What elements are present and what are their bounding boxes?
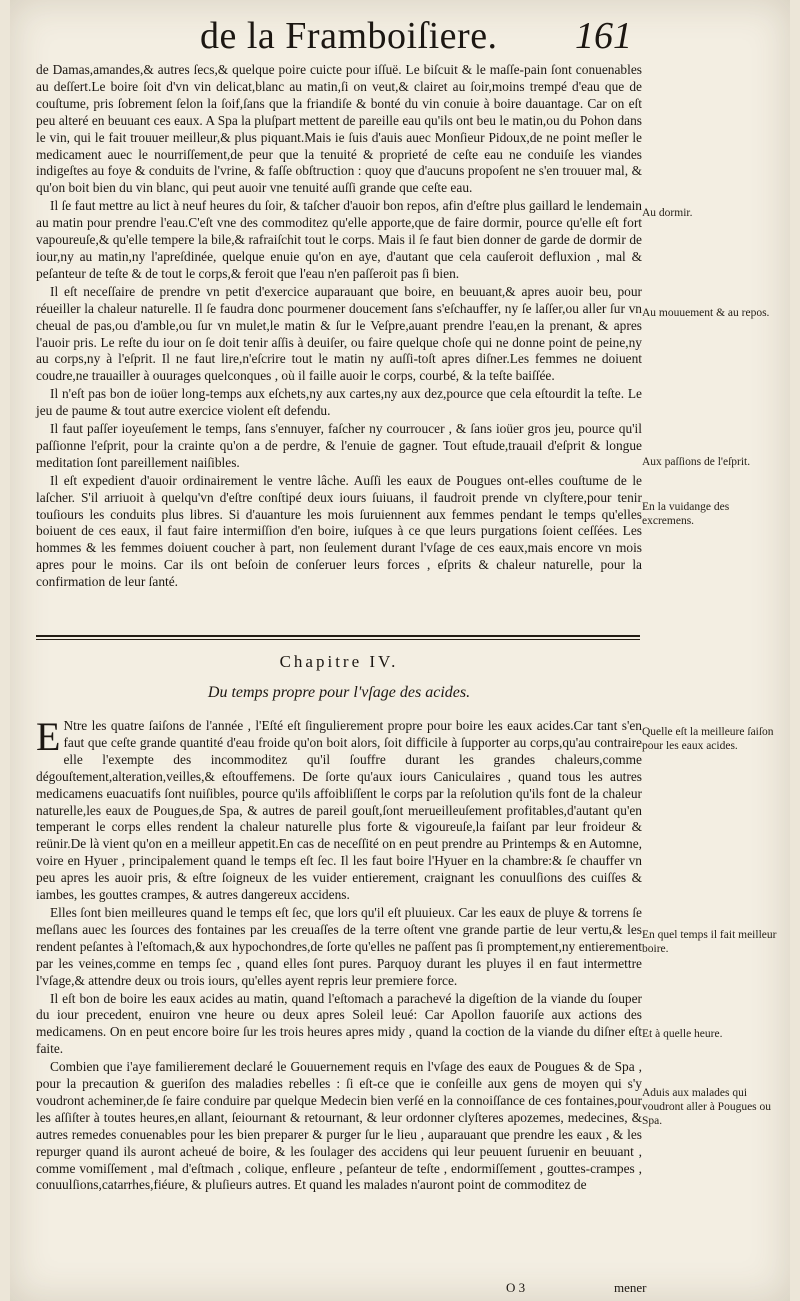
paragraph: Il eſt expedient d'auoir ordinairement le ventre lâche. Auſſi les eaux de Pougues ont-elles couſtume de le laſcher. S'il arriuoit à quelqu'vn d'eſtre conſtipé deux iours ſuiuans, il faudroit prende vn clyſtere,pour tenir touſiours les conduits plus libres. Si d'auanture les mois ſuruiennent aux femmes pendant le temps qu'elles boiuent de ces eaux, il faut faire intermiſſion d'en boire, iuſques à ce que leurs purgations ſoient ceſſées. Les hommes & les femmes doiuent coucher à part, non ſeulement durant l'vſage de ces eaux,mais encore vn mois apres pour le moins. Car ils ont beſoin de conſeruer leurs forces , eſprits & chaleur naturelle, pour la confirmation de leur ſanté.	[36, 472, 642, 590]
catchword: mener	[614, 1280, 647, 1295]
paragraph: de Damas,amandes,& autres ſecs,& quelque poire cuicte pour iſſuë. Le biſcuit & le maſſe-pain ſont conuenables au deſſert.Le boire ſoit d'vn vin delicat,blanc au matin,ſi on veut,& clairet au ſoir,moins trempé d'eau que de couſtume, pris ſobrement ſelon la ſoif,ſans que la friandiſe & bonté du vin conuie à boire dauantage. Car on eſt peu alteré en beuuant ces eaux. A Spa la pluſpart mettent de pareille eau qu'ils ont beu le matin,ou du Pohon dans le vin, qui le fait trouuer meilleur,& plus piquant.Mais ie ſuis d'auis auec Monſieur Pidoux,de ne point meſler le medicament auec le nourriſſement,de peur que la tenuité & proprieté de ceſte eau ne conduiſe les viandes indigeſtes au foye & conduits de l'vrine, & faſſe obſtruction : quoy que d'aucuns propoſent ne s'en trouuer mal, & qu'on boit bien du vin blanc, qui peut auoir vne tenuité auſſi grande que ceſte eau.	[36, 62, 642, 196]
margin-note: En quel temps il fait meilleur boire.	[642, 929, 777, 955]
margin-note: En la vuidange des excremens.	[642, 501, 730, 527]
paragraph	[36, 714, 642, 904]
chapter-divider	[36, 635, 640, 637]
margin-note: Et à quelle heure.	[642, 1028, 723, 1040]
paragraph: Elles ſont bien meilleures quand le temps eſt ſec, que lors qu'il eſt pluuieux. Car les eaux de pluye & torrens ſe meſlans auec les ſources des fontaines par les creuaſſes de la terre oſtent vne grande partie de leur vertu,& les rendent peſantes à l'eſtomach,& aux hypochondres,de ſorte qu'elles ne paſſent pas ſi promptement,ny entierement par les veines,comme en temps ſec , quand elles ſont pures. Parquoy durant les pluyes il en faut intermettre l'vſage,& attendre deux ou trois iours, qu'elles ayent repris leur premiere force.	[36, 904, 642, 988]
chapter-text	[36, 714, 642, 1195]
paragraph: Il ſe faut mettre au lict à neuf heures du ſoir, & taſcher d'auoir bon repos, afin d'eſtre plus gaillard le lendemain au matin pour prendre l'eau.C'eſt vne des commoditez qu'elle apporte,que de faire dormir, pource qu'elle eſt fort vapoureuſe,& qu'elle tempere la bile,& rafraiſchit tout le corps. Mais il ſe faut bien donner de garde de dormir de iour,ny au matin,ny l'apreſdinée, quelque enuie qu'on en aye, d'autant que cela cauſeroit defluxion , mal & peſanteur de teſte & de tout le corps,& feroit que l'eau n'en paſſeroit pas ſi bien.	[36, 198, 642, 281]
chapter-subtitle: Du temps propre pour l'vſage des acides.	[207, 684, 471, 701]
paragraph: Il eſt bon de boire les eaux acides au matin, quand l'eſtomach a parachevé la digeſtion de la viande du ſouper du iour precedent, enuiron vne heure ou deux apres Soleil leué: Car Apollon fauoriſe aux actions des medicamens. On en peut encore boire ſur les trois heures apres midy , quand la coction de la viande du diſner eſt faite.	[36, 990, 642, 1057]
paragraph: Il faut paſſer ioyeuſement le temps, ſans s'ennuyer, faſcher ny courroucer , & ſans ioüer gros jeu, pource qu'il paſſionne l'eſprit, pour la crainte qu'on a de perdre, & l'enuie de gagner. Tout eſtude,trauail d'eſprit & longue meditation ſont pareillement naiſibles.	[36, 421, 642, 470]
page-header	[10, 14, 790, 64]
margin-note: Aux paſſions de l'eſprit.	[642, 456, 751, 468]
paragraph: Combien que i'aye familierement declaré le Gouuernement requis en l'vſage des eaux de Pougues & de Spa , pour la precaution & gueriſon des maladies rebelles : ſi eſt-ce que ie conſeille aux gens de moyen qui s'y voudront acheminer,de ſe faire conduire par quelque Medecin bien verſé en la connoiſſance de ces fontaines,pour les aſſiſter à toutes heures,en allant, ſeiournant & retournant, & leur ordonner clyſteres apozemes, medecines, & autres remedes conuenables pour les bien preparer & purger ſur le lieu , auparauant que prendre les eaux , & les repurger quand ils auront acheué de boire, & les ſoulager des accidens qui leur peuuent ſuruenir en beuuant , comme vomiſſement , mal d'eſtmach , colique, enfleure , peſanteur de teſte , endormiſſement , gouttes-crampes , conuulſions,catarrhes,fiéure, & pluſieurs autres. Et quand les malades n'auront point de commoditez de	[36, 1059, 642, 1193]
page-number: 161	[575, 15, 632, 57]
margin-note: Au dormir.	[642, 207, 693, 219]
paragraph: Il n'eſt pas bon de ioüer long-temps aux eſchets,ny aux cartes,ny aux dez,pource que cela eſtourdit la teſte. Le jeu de paume & tout autre exercice violent eſt defendu.	[36, 386, 642, 419]
main-text	[36, 62, 642, 592]
chapter-heading: Chapitre IV.	[279, 652, 399, 671]
drop-cap: E	[36, 714, 61, 759]
margin-note: Au mouuement & au repos.	[642, 307, 770, 319]
paragraph-text: Ntre les quatre ſaiſons de l'année , l'Eſté eſt ſingulierement propre pour boire les eaux acides.Car tant s'en faut que ceſte grande quantité d'eau froide qu'on boit alors, ſoit difficile à ſupporter au corps,qu'au contraire elle l'exempte des incommoditez qu'il ſouffre durant les grandes chaleurs,comme dégouſtement,alteration,veilles,& eſtouffemens. De ſorte qu'aux iours Caniculaires , quand tous les autres medicamens euacuatifs ſont nuiſibles, pource qu'ils affoibliſſent le corps par la reſolution qu'ils font de la chaleur naturelle,les eaux de Pougues,de Spa, & autres de pareil gouſt,ſont merueilleuſement profitables,d'autant qu'en temperant le corps elles rendent la chaleur naturelle plus forte & vigoureuſe,la faiſant par leur froideur & reünir.De là vient qu'on en a meilleur appetit.En cas de neceſſité on en peut prendre au Printemps & en Automne, voire en Hyuer , principalement quand le temps eſt ſec. Il les faut boire l'Hyuer en la chambre:& ſe chauffer vn peu apres les auoir pris, & eſtre ſoigneux de les vuider entierement, craignant les conuulſions des cuiſſes & iambes, les gouttes crampes, & autres dangereux accidens.	[36, 718, 642, 903]
book-page	[10, 0, 790, 1301]
margin-note: Aduis aux malades qui voudront aller à Pougues ou Spa.	[642, 1087, 772, 1127]
paragraph: Il eſt neceſſaire de prendre vn petit d'exercice auparauant que boire, en beuuant,& apres auoir beu, pour réueiller la chaleur naturelle. Il ſe faudra donc pourmener doucement ſans s'eſchauffer, ny ſe laſſer,ou aller ſur vn cheual de pas,ou d'amble,ou ſur vn mulet,le matin & ſur le Veſpre,auant prendre l'eau,en la prenant, & apres l'auoir pris. Le reſte du iour on ſe doit tenir aſſis à deuiſer, ou faire quelque choſe qui ne donne point de peine,ny au corps,ny à l'eſprit. Il ne faut lire,n'eſcrire tout le matin ny auſſi-toſt apres diſner.Les femmes ne doiuent coudre,ne trauailler à ouurages quelconques , où il faille auoir le corps, courbé, & la teſte baiſſée.	[36, 283, 642, 384]
running-title: de la Framboiſiere.	[200, 15, 498, 57]
margin-note: Quelle eſt la meilleure ſaiſon pour les eaux acides.	[642, 726, 774, 752]
signature-mark: O 3	[506, 1280, 526, 1295]
